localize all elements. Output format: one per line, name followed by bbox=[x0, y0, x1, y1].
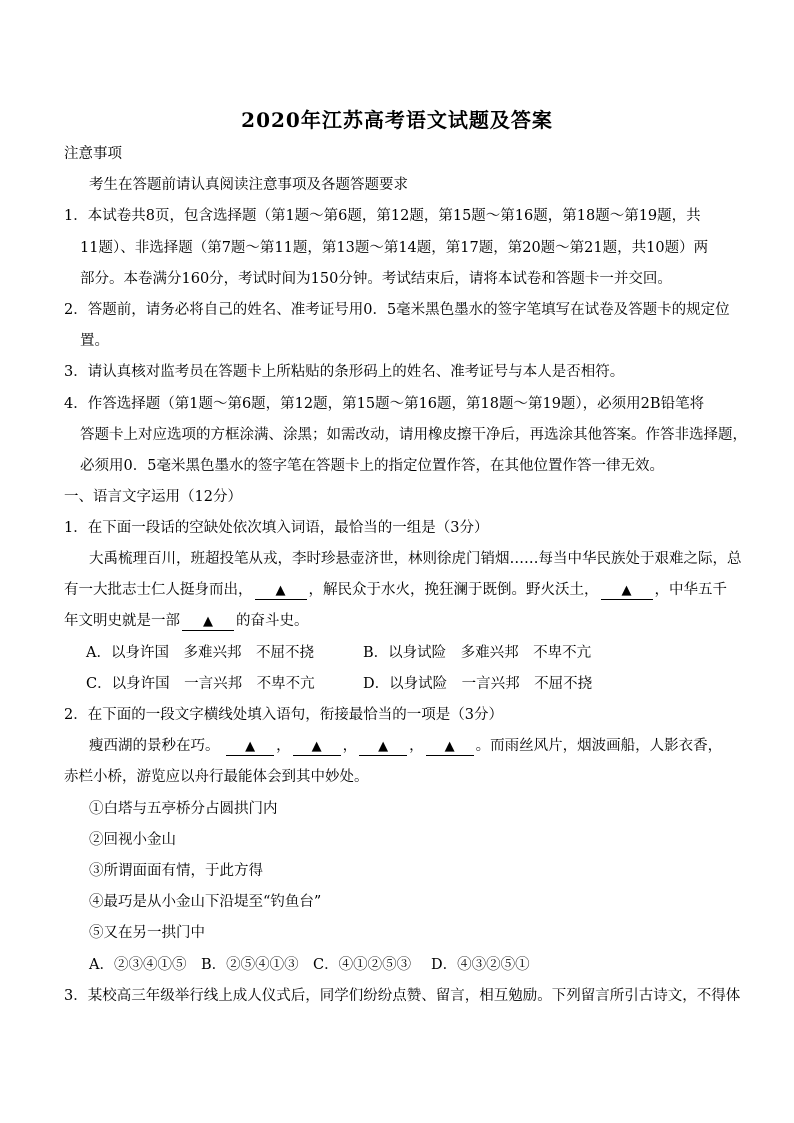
question-1-option-c[interactable]: C．以身许国 一言兴邦 不卑不亢 bbox=[86, 676, 315, 692]
instruction-1-line-2: 11题）、非选择题（第7题～第11题，第13题～第14题，第17题，第20题～第21题，共10题）两 bbox=[80, 240, 709, 256]
answer-blank[interactable]: ▲ bbox=[601, 582, 653, 600]
question-2-option-b[interactable]: B．②⑤④①③ bbox=[201, 957, 299, 973]
question-1-passage-line-1: 大禹梳理百川，班超投笔从戎，李时珍悬壶济世，林则徐虎门销烟……每当中华民族处于艰难之际，总 bbox=[89, 551, 742, 567]
instruction-4-line-3: 必须用0．5毫米黑色墨水的签字笔在答题卡上的指定位置作答，在其他位置作答一律无效。 bbox=[80, 458, 664, 474]
section-heading: 一、语言文字运用（12分） bbox=[64, 489, 242, 505]
question-1-option-d[interactable]: D．以身试险 一言兴邦 不屈不挠 bbox=[363, 676, 593, 692]
notice-heading: 注意事项 bbox=[64, 146, 122, 162]
question-2-item-4: ④最巧是从小金山下沿堤至“钓鱼台” bbox=[89, 894, 322, 910]
instruction-2-line-2: 置。 bbox=[80, 333, 109, 349]
instruction-1-line-3: 部分。本卷满分160分，考试时间为150分钟。考试结束后，请将本试卷和答题卡一并交回。 bbox=[80, 271, 672, 287]
instruction-2: 2．答题前，请务必将自己的姓名、准考证号用0．5毫米黑色墨水的签字笔填写在试卷及答题卡的规定位 bbox=[64, 302, 730, 318]
question-1-passage-line-3: 年文明史就是一部 ▲ 的奋斗史。 bbox=[64, 613, 309, 629]
question-1-option-a[interactable]: A．以身许国 多难兴邦 不屈不挠 bbox=[86, 645, 314, 661]
question-3-stem: 3．某校高三年级举行线上成人仪式后，同学们纷纷点赞、留言，相互勉励。下列留言所引古诗文，不得体 bbox=[64, 988, 741, 1004]
question-1-passage-line-2: 有一大批志士仁人挺身而出， ▲ ，解民众于水火，挽狂澜于既倒。野火沃土， ▲ ，中华五千 bbox=[64, 582, 727, 598]
answer-blank[interactable]: ▲ bbox=[359, 738, 407, 756]
question-1-option-b[interactable]: B．以身试险 多难兴邦 不卑不亢 bbox=[363, 645, 592, 661]
page-title: 2020年江苏高考语文试题及答案 bbox=[241, 108, 553, 132]
question-2-passage-line-1: 瘦西湖的景秒在巧。 ▲ ， ▲ ， ▲ ， ▲ 。而雨丝风片，烟波画船，人影衣香， bbox=[89, 738, 723, 754]
question-2-stem: 2．在下面的一段文字横线处填入语句，衔接最恰当的一项是（3分） bbox=[64, 707, 503, 723]
answer-blank[interactable]: ▲ bbox=[226, 738, 274, 756]
question-2-passage-line-2: 赤栏小桥，游览应以舟行最能体会到其中妙处。 bbox=[64, 769, 369, 785]
instruction-3: 3．请认真核对监考员在答题卡上所粘贴的条形码上的姓名、准考证号与本人是否相符。 bbox=[64, 364, 625, 380]
question-2-item-2: ②回视小金山 bbox=[89, 832, 176, 848]
answer-blank[interactable]: ▲ bbox=[182, 613, 234, 631]
instruction-1: 1．本试卷共8页，包含选择题（第1题～第6题，第12题，第15题～第16题，第18题～第19题，共 bbox=[64, 208, 701, 224]
question-2-item-5: ⑤又在另一拱门中 bbox=[89, 925, 205, 941]
question-2-option-a[interactable]: A．②③④①⑤ bbox=[89, 957, 187, 973]
answer-blank[interactable]: ▲ bbox=[255, 582, 307, 600]
question-2-item-3: ③所谓面面有情，于此方得 bbox=[89, 863, 263, 879]
answer-blank[interactable]: ▲ bbox=[293, 738, 341, 756]
question-1-stem: 1．在下面一段话的空缺处依次填入词语，最恰当的一组是（3分） bbox=[64, 520, 489, 536]
notice-intro: 考生在答题前请认真阅读注意事项及各题答题要求 bbox=[89, 177, 408, 193]
question-2-option-c[interactable]: C．④①②⑤③ bbox=[313, 957, 412, 973]
question-2-options bbox=[89, 955, 530, 975]
instruction-4-line-2: 答题卡上对应选项的方框涂满、涂黑；如需改动，请用橡皮擦干净后，再选涂其他答案。作答非选择题， bbox=[80, 427, 747, 443]
answer-blank[interactable]: ▲ bbox=[426, 738, 474, 756]
instruction-4: 4．作答选择题（第1题～第6题，第12题，第15题～第16题，第18题～第19题），必须用2B铅笔将 bbox=[64, 396, 705, 412]
question-2-item-1: ①白塔与五亭桥分占圆拱门内 bbox=[89, 801, 278, 817]
question-2-option-d[interactable]: D．④③②⑤① bbox=[431, 957, 530, 973]
